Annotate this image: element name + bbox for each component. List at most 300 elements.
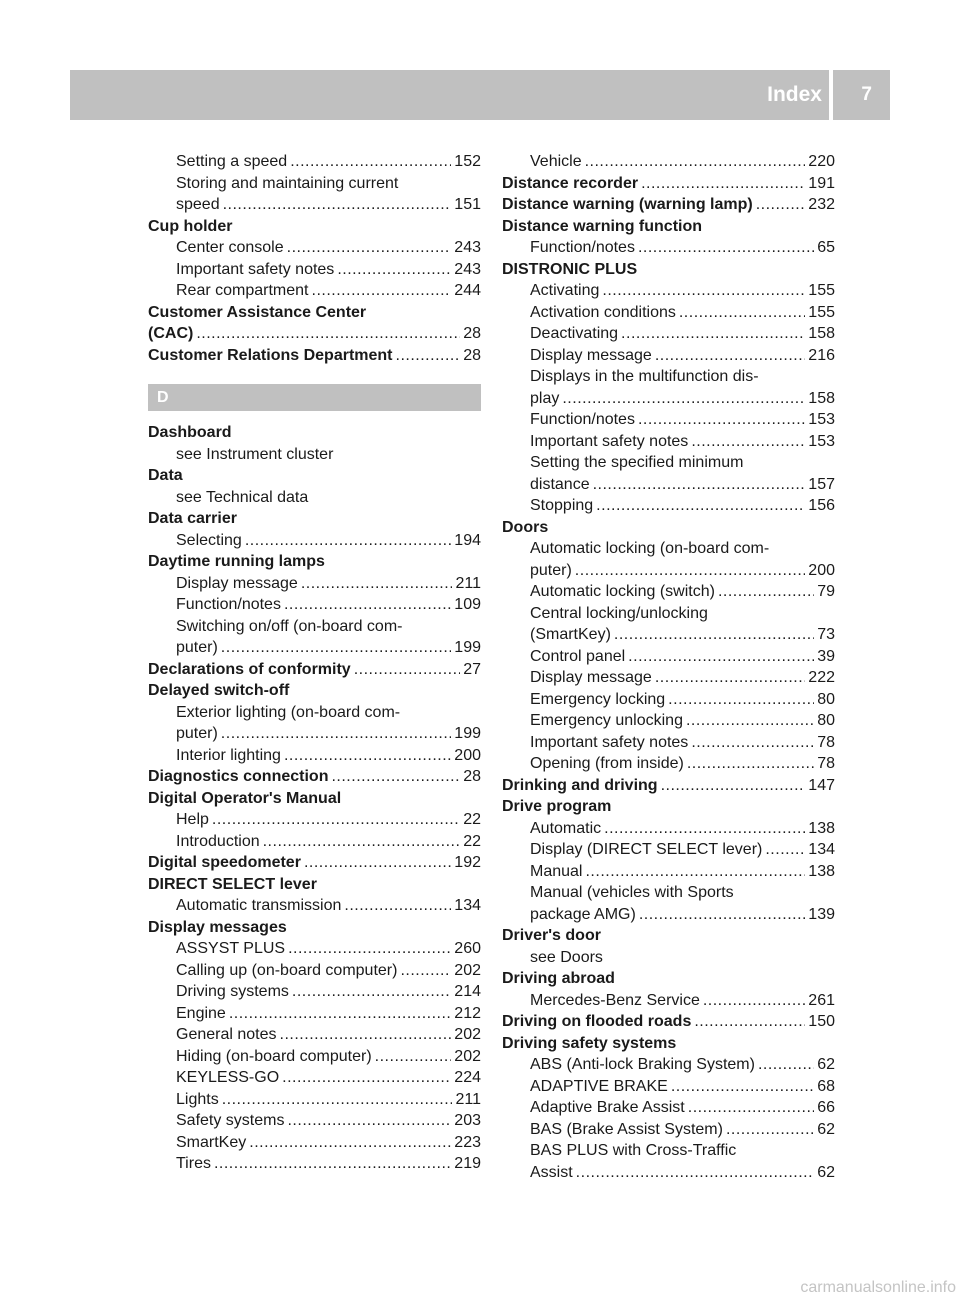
entry-text: Driving abroad xyxy=(502,970,615,987)
index-entry[interactable] xyxy=(148,1153,481,1175)
dot-leader xyxy=(593,474,806,496)
entry-text: Rear compartment xyxy=(176,282,309,299)
index-entry[interactable] xyxy=(502,302,835,324)
index-heading xyxy=(148,702,481,724)
index-entry[interactable] xyxy=(148,960,481,982)
entry-text: Engine xyxy=(176,1004,226,1022)
entry-page-number: 39 xyxy=(817,647,835,665)
entry-text: Control panel xyxy=(530,647,626,665)
index-entry[interactable] xyxy=(148,280,481,302)
index-entry[interactable] xyxy=(148,852,481,874)
index-entry[interactable] xyxy=(148,194,481,216)
dot-leader xyxy=(686,710,814,732)
entry-text: Digital Operator's Manual xyxy=(148,789,342,807)
entry-text: Help xyxy=(176,811,209,828)
entry-page-number: 22 xyxy=(463,832,481,850)
entry-page-number: 203 xyxy=(454,1112,481,1129)
index-heading xyxy=(502,796,835,818)
index-entry[interactable] xyxy=(502,667,835,689)
entry-text: (SmartKey) xyxy=(530,626,611,643)
index-entry[interactable] xyxy=(502,904,835,926)
dot-leader xyxy=(703,990,805,1012)
index-entry[interactable] xyxy=(502,151,835,173)
index-heading xyxy=(148,788,481,810)
entry-text: Center console xyxy=(176,239,284,256)
entry-text: Function/notes xyxy=(530,239,635,256)
entry-page-number: 80 xyxy=(817,712,835,729)
dot-leader xyxy=(304,852,451,874)
entry-text: Adaptive Brake Assist xyxy=(530,1099,685,1116)
entry-text: Introduction xyxy=(176,832,260,850)
index-heading xyxy=(148,551,481,573)
dot-leader xyxy=(585,151,806,173)
entry-page-number: 212 xyxy=(454,1004,481,1022)
entry-page-number: 139 xyxy=(808,905,835,923)
index-entry[interactable] xyxy=(148,1003,481,1025)
dot-leader xyxy=(691,431,805,453)
dot-leader xyxy=(585,861,805,883)
index-heading xyxy=(502,882,835,904)
dot-leader xyxy=(400,960,451,982)
dot-leader xyxy=(661,775,806,797)
entry-text: Opening (from inside) xyxy=(530,755,684,772)
index-entry[interactable] xyxy=(502,581,835,603)
entry-page-number: 62 xyxy=(817,1056,835,1073)
dot-leader xyxy=(287,237,452,259)
index-entry[interactable] xyxy=(148,323,481,345)
dot-leader xyxy=(688,1097,814,1119)
entry-page-number: 243 xyxy=(454,239,481,256)
index-heading xyxy=(148,616,481,638)
dot-leader xyxy=(596,495,805,517)
entry-page-number: 138 xyxy=(808,819,835,837)
dot-leader xyxy=(263,831,461,853)
dot-leader xyxy=(638,237,814,259)
entry-text: package AMG) xyxy=(530,905,636,923)
dot-leader xyxy=(249,1132,451,1154)
entry-page-number: 191 xyxy=(808,174,835,192)
entry-page-number: 79 xyxy=(817,583,835,600)
index-heading xyxy=(502,366,835,388)
dot-leader xyxy=(280,1024,452,1046)
dot-leader xyxy=(641,173,805,195)
index-entry[interactable] xyxy=(502,345,835,367)
entry-text: Data xyxy=(148,467,183,484)
entry-text: Display messages xyxy=(148,918,287,936)
dot-leader xyxy=(331,766,460,788)
dot-leader xyxy=(288,938,451,960)
entry-page-number: 157 xyxy=(808,475,835,493)
index-entry[interactable] xyxy=(502,194,835,216)
index-heading xyxy=(148,680,481,702)
header-divider xyxy=(829,70,833,120)
dot-leader xyxy=(758,1054,814,1076)
dot-leader xyxy=(284,745,451,767)
entry-page-number: 73 xyxy=(817,626,835,643)
index-entry[interactable] xyxy=(502,280,835,302)
entry-page-number: 80 xyxy=(817,690,835,708)
entry-page-number: 202 xyxy=(454,961,481,979)
index-entry[interactable] xyxy=(148,1089,481,1111)
entry-text: Assist xyxy=(530,1163,573,1181)
entry-page-number: 261 xyxy=(808,991,835,1009)
entry-text: BAS PLUS with Cross-Traffic xyxy=(530,1142,737,1159)
dot-leader xyxy=(290,151,451,173)
entry-text: Declarations of conformity xyxy=(148,660,351,678)
entry-text: Function/notes xyxy=(530,411,635,428)
dot-leader xyxy=(628,646,814,668)
index-heading xyxy=(502,603,835,625)
entry-page-number: 211 xyxy=(455,574,481,592)
entry-text: Automatic xyxy=(530,819,602,837)
entry-text: Drive program xyxy=(502,798,612,815)
dot-leader xyxy=(576,1162,815,1184)
entry-text: Calling up (on-board computer) xyxy=(176,961,398,979)
entry-page-number: 220 xyxy=(808,153,835,170)
entry-text: Storing and maintaining current xyxy=(176,174,399,192)
dot-leader xyxy=(396,345,461,367)
entry-text: Driver's door xyxy=(502,927,601,944)
dot-leader xyxy=(655,345,805,367)
entry-text: Automatic transmission xyxy=(176,897,342,914)
index-heading xyxy=(502,259,835,281)
index-heading xyxy=(148,422,481,444)
entry-text: Deactivating xyxy=(530,325,619,342)
entry-page-number: 222 xyxy=(808,669,835,686)
index-entry[interactable] xyxy=(502,861,835,883)
index-entry[interactable] xyxy=(148,895,481,917)
entry-text: see Doors xyxy=(530,948,603,966)
dot-leader xyxy=(212,809,460,831)
index-entry[interactable] xyxy=(148,1046,481,1068)
index-entry[interactable] xyxy=(502,732,835,754)
entry-page-number: 78 xyxy=(817,755,835,772)
entry-page-number: 216 xyxy=(808,346,835,364)
index-entry[interactable] xyxy=(502,237,835,259)
entry-text: Setting a speed xyxy=(176,153,288,170)
index-heading xyxy=(502,452,835,474)
entry-text: Display message xyxy=(176,574,298,592)
entry-text: Hiding (on-board computer) xyxy=(176,1047,372,1065)
dot-leader xyxy=(292,981,451,1003)
entry-text: Function/notes xyxy=(176,596,281,613)
index-entry[interactable] xyxy=(502,323,835,345)
index-entry-list-d xyxy=(148,422,481,1175)
entry-text: Manual xyxy=(530,862,583,880)
entry-page-number: 158 xyxy=(808,389,835,407)
index-entry[interactable] xyxy=(148,573,481,595)
dot-leader xyxy=(284,594,451,616)
entry-text: Automatic locking (switch) xyxy=(530,583,715,600)
entry-text: Safety systems xyxy=(176,1112,285,1129)
dot-leader xyxy=(562,388,805,410)
entry-page-number: 68 xyxy=(817,1077,835,1095)
index-entry[interactable] xyxy=(148,1024,481,1046)
entry-text: Data carrier xyxy=(148,510,237,527)
index-entry[interactable] xyxy=(502,624,835,646)
index-entry[interactable] xyxy=(502,1076,835,1098)
dot-leader xyxy=(245,530,451,552)
entry-text: Automatic locking (on-board com- xyxy=(530,540,770,557)
entry-text: Displays in the multifunction dis- xyxy=(530,368,759,385)
entry-page-number: 200 xyxy=(808,561,835,579)
entry-page-number: 260 xyxy=(454,940,481,957)
entry-text: Digital speedometer xyxy=(148,854,301,871)
index-entry[interactable] xyxy=(148,723,481,745)
entry-text: (CAC) xyxy=(148,325,194,342)
entry-text: puter) xyxy=(176,725,218,742)
entry-text: DIRECT SELECT lever xyxy=(148,875,317,893)
entry-page-number: 138 xyxy=(808,862,835,880)
entry-page-number: 28 xyxy=(463,346,481,364)
index-heading xyxy=(148,444,481,466)
entry-text: Cup holder xyxy=(148,217,233,235)
entry-text: Mercedes-Benz Service xyxy=(530,991,700,1009)
index-entry[interactable] xyxy=(148,151,481,173)
entry-page-number: 155 xyxy=(808,303,835,321)
dot-leader xyxy=(337,259,451,281)
dot-leader xyxy=(196,323,460,345)
index-entry[interactable] xyxy=(148,981,481,1003)
dot-leader xyxy=(614,624,814,646)
entry-page-number: 199 xyxy=(454,725,481,742)
entry-text: Driving safety systems xyxy=(502,1034,677,1052)
entry-text: Important safety notes xyxy=(530,733,689,751)
dot-leader xyxy=(214,1153,451,1175)
index-heading xyxy=(148,487,481,509)
index-heading xyxy=(148,508,481,530)
entry-text: Diagnostics connection xyxy=(148,768,329,785)
dot-leader xyxy=(718,581,814,603)
dot-leader xyxy=(726,1119,814,1141)
dot-leader xyxy=(639,904,805,926)
entry-text: Emergency unlocking xyxy=(530,712,683,729)
index-entry[interactable] xyxy=(502,839,835,861)
dot-leader xyxy=(222,1089,453,1111)
index-entry[interactable] xyxy=(502,1011,835,1033)
entry-text: puter) xyxy=(530,561,572,579)
dot-leader xyxy=(691,732,814,754)
entry-page-number: 153 xyxy=(808,432,835,450)
entry-page-number: 200 xyxy=(454,746,481,764)
entry-text: Delayed switch-off xyxy=(148,682,290,699)
entry-page-number: 65 xyxy=(817,239,835,256)
entry-text: Customer Assistance Center xyxy=(148,303,367,321)
dot-leader xyxy=(756,194,806,216)
entry-text: General notes xyxy=(176,1026,277,1043)
index-entry[interactable] xyxy=(502,689,835,711)
entry-text: DISTRONIC PLUS xyxy=(502,260,638,278)
entry-page-number: 199 xyxy=(454,639,481,656)
index-entry[interactable] xyxy=(502,1162,835,1184)
dot-leader xyxy=(354,659,461,681)
index-entry[interactable] xyxy=(502,173,835,195)
dot-leader xyxy=(229,1003,451,1025)
dot-leader xyxy=(301,573,453,595)
entry-page-number: 244 xyxy=(454,282,481,299)
index-entry-list-right xyxy=(502,151,835,1183)
entry-text: Important safety notes xyxy=(176,260,335,278)
entry-text: Vehicle xyxy=(530,153,582,170)
entry-page-number: 134 xyxy=(808,841,835,858)
index-entry[interactable] xyxy=(148,637,481,659)
index-heading xyxy=(148,302,481,324)
entry-page-number: 62 xyxy=(817,1163,835,1181)
index-entry[interactable] xyxy=(148,938,481,960)
entry-text: Selecting xyxy=(176,531,242,549)
entry-page-number: 243 xyxy=(454,260,481,278)
index-entry[interactable] xyxy=(502,775,835,797)
index-entry[interactable] xyxy=(502,431,835,453)
page-number: 7 xyxy=(861,84,872,105)
index-entry[interactable] xyxy=(502,495,835,517)
dot-leader xyxy=(221,637,452,659)
dot-leader xyxy=(671,1076,814,1098)
index-entry-list-top xyxy=(148,151,481,366)
entry-page-number: 152 xyxy=(454,153,481,170)
entry-text: distance xyxy=(530,475,590,493)
entry-text: ABS (Anti-lock Braking System) xyxy=(530,1056,755,1073)
dot-leader xyxy=(668,689,814,711)
dot-leader xyxy=(312,280,452,302)
entry-text: Display message xyxy=(530,346,652,364)
entry-page-number: 202 xyxy=(454,1047,481,1065)
dot-leader xyxy=(604,818,805,840)
index-entry[interactable] xyxy=(502,818,835,840)
dot-leader xyxy=(375,1046,452,1068)
entry-text: play xyxy=(530,389,560,407)
index-entry[interactable] xyxy=(148,745,481,767)
entry-text: Distance warning (warning lamp) xyxy=(502,196,753,213)
watermark: carmanualsonline.info xyxy=(800,1279,956,1296)
entry-text: ADAPTIVE BRAKE xyxy=(530,1077,668,1095)
entry-page-number: 134 xyxy=(454,897,481,914)
entry-page-number: 66 xyxy=(817,1099,835,1116)
entry-page-number: 192 xyxy=(454,854,481,871)
index-heading xyxy=(502,1033,835,1055)
dot-leader xyxy=(765,839,805,861)
entry-page-number: 156 xyxy=(808,497,835,514)
index-entry[interactable] xyxy=(502,409,835,431)
index-heading xyxy=(148,173,481,195)
entry-page-number: 224 xyxy=(454,1069,481,1086)
entry-page-number: 62 xyxy=(817,1120,835,1138)
entry-page-number: 153 xyxy=(808,411,835,428)
index-entry[interactable] xyxy=(148,259,481,281)
section-title: Index xyxy=(767,83,822,106)
entry-page-number: 223 xyxy=(454,1133,481,1151)
entry-text: BAS (Brake Assist System) xyxy=(530,1120,723,1138)
index-entry[interactable] xyxy=(502,753,835,775)
index-heading xyxy=(502,216,835,238)
entry-text: Setting the specified minimum xyxy=(530,454,744,471)
entry-page-number: 27 xyxy=(463,660,481,678)
entry-text: Manual (vehicles with Sports xyxy=(530,884,734,901)
index-entry[interactable] xyxy=(148,831,481,853)
entry-page-number: 28 xyxy=(463,325,481,342)
entry-text: Distance recorder xyxy=(502,174,639,192)
index-entry[interactable] xyxy=(502,990,835,1012)
entry-page-number: 219 xyxy=(454,1155,481,1172)
entry-text: Central locking/unlocking xyxy=(530,604,708,622)
entry-page-number: 147 xyxy=(808,776,835,794)
entry-page-number: 232 xyxy=(808,196,835,213)
dot-leader xyxy=(282,1067,451,1089)
entry-page-number: 28 xyxy=(463,768,481,785)
index-entry[interactable] xyxy=(148,659,481,681)
index-entry[interactable] xyxy=(148,345,481,367)
dot-leader xyxy=(575,560,806,582)
entry-text: Activation conditions xyxy=(530,303,676,321)
index-entry[interactable] xyxy=(148,1110,481,1132)
entry-page-number: 211 xyxy=(455,1090,481,1108)
entry-page-number: 158 xyxy=(808,325,835,342)
entry-text: speed xyxy=(176,196,220,213)
index-entry[interactable] xyxy=(148,1132,481,1154)
entry-text: Display (DIRECT SELECT lever) xyxy=(530,841,763,858)
dot-leader xyxy=(655,667,805,689)
index-entry[interactable] xyxy=(502,646,835,668)
index-heading xyxy=(502,538,835,560)
entry-text: Lights xyxy=(176,1090,219,1108)
entry-text: Daytime running lamps xyxy=(148,553,325,570)
index-heading xyxy=(502,1140,835,1162)
entry-page-number: 78 xyxy=(817,733,835,751)
index-entry[interactable] xyxy=(502,388,835,410)
entry-text: SmartKey xyxy=(176,1133,247,1151)
entry-text: see Technical data xyxy=(176,488,309,506)
index-entry[interactable] xyxy=(148,766,481,788)
index-heading xyxy=(502,517,835,539)
entry-page-number: 151 xyxy=(454,196,481,213)
entry-text: Activating xyxy=(530,282,600,299)
dot-leader xyxy=(694,1011,805,1033)
entry-text: Driving systems xyxy=(176,983,289,1000)
index-entry[interactable] xyxy=(148,530,481,552)
index-entry[interactable] xyxy=(502,710,835,732)
index-entry[interactable] xyxy=(502,1119,835,1141)
dot-leader xyxy=(687,753,814,775)
index-entry[interactable] xyxy=(502,1097,835,1119)
dot-leader xyxy=(221,723,452,745)
index-heading xyxy=(148,874,481,896)
index-entry[interactable] xyxy=(148,237,481,259)
entry-text: Distance warning function xyxy=(502,217,703,235)
entry-text: puter) xyxy=(176,639,218,656)
index-entry[interactable] xyxy=(502,1054,835,1076)
entry-page-number: 202 xyxy=(454,1026,481,1043)
entry-page-number: 22 xyxy=(463,811,481,828)
entry-text: see Instrument cluster xyxy=(176,445,334,463)
dot-leader xyxy=(287,1110,451,1132)
entry-text: Exterior lighting (on-board com- xyxy=(176,703,401,721)
index-heading xyxy=(148,917,481,939)
index-entry[interactable] xyxy=(502,474,835,496)
index-entry[interactable] xyxy=(502,560,835,582)
index-entry[interactable] xyxy=(148,594,481,616)
entry-text: Interior lighting xyxy=(176,746,281,764)
index-heading xyxy=(148,465,481,487)
index-entry[interactable] xyxy=(148,809,481,831)
index-column-left xyxy=(148,151,481,1175)
entry-text: KEYLESS-GO xyxy=(176,1069,280,1086)
entry-page-number: 194 xyxy=(454,531,481,549)
letter-heading-d: D xyxy=(148,384,481,411)
index-entry[interactable] xyxy=(148,1067,481,1089)
entry-text: Display message xyxy=(530,669,652,686)
entry-page-number: 150 xyxy=(808,1013,835,1030)
index-heading xyxy=(502,947,835,969)
